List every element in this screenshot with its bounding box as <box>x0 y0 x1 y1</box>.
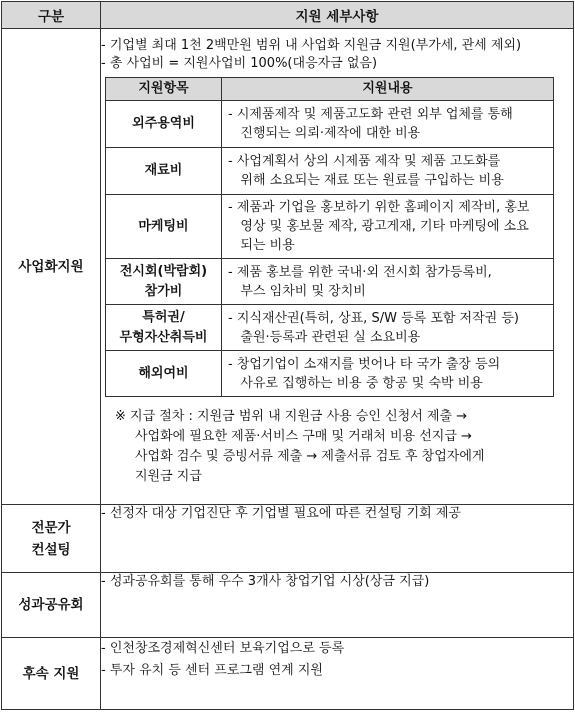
support-item-row <box>106 101 554 148</box>
intro-line: - 총 사업비 = 지원사업비 100%(대응자금 없음) <box>101 56 378 71</box>
commercialization-intro <box>101 29 573 77</box>
support-item-content <box>222 351 554 397</box>
consulting-details <box>101 505 574 573</box>
content-line: - 사업계획서 상의 시제품 제작 및 제품 고도화를 <box>228 154 501 169</box>
item-name-line: 외주용역비 <box>132 116 195 131</box>
note-line: 사업화에 필요한 제품·서비스 구매 및 거래처 비용 선지급 → <box>135 429 472 444</box>
item-name-line: 참가비 <box>144 283 183 299</box>
support-item-name <box>106 195 222 259</box>
note-line: 지원금 지급 <box>135 469 202 484</box>
header-item: 지원항목 <box>106 78 222 101</box>
item-name-line: 전시회(박람회) <box>119 263 208 279</box>
item-name-line: 재료비 <box>144 163 183 178</box>
support-item-row <box>106 305 554 351</box>
table-header-row <box>2 2 574 29</box>
commercialization-category: 사업화지원 <box>2 29 101 505</box>
support-item-row <box>106 195 554 259</box>
support-item-name <box>106 305 222 351</box>
intro-line: - 기업별 최대 1천 2백만원 범위 내 사업화 지원금 지원(부가세, 관세 제외) <box>101 38 522 53</box>
category-line: 컨설팅 <box>31 541 71 558</box>
content-line: 영상 및 홍보물 제작, 광고게재, 기타 마케팅에 소요 <box>228 219 529 234</box>
followup-row <box>2 638 574 710</box>
category-line: 전문가 <box>31 519 71 536</box>
header-details: 지원 세부사항 <box>101 2 574 29</box>
support-item-row <box>106 259 554 305</box>
content-line: - 창업기업이 소재지를 벗어나 타 국가 출장 등의 <box>228 356 501 372</box>
content-line: 위해 소요되는 재료 또는 원료를 구입하는 비용 <box>228 173 504 188</box>
content-line: - 선정자 대상 기업진단 후 기업별 필요에 따른 컨설팅 기회 제공 <box>101 506 461 521</box>
consulting-category <box>2 505 101 573</box>
content-line: - 제품과 기업을 홍보하기 위한 홈페이지 제작비, 홍보 <box>228 200 530 215</box>
content-line: 되는 비용 <box>228 238 295 253</box>
sharing-details <box>101 573 574 638</box>
item-name-line: 무형자산취득비 <box>119 329 208 345</box>
note-line: ※ 지급 절차 : 지원금 범위 내 지원금 사용 승인 신청서 제출 → <box>115 409 468 424</box>
content-line: - 제품 홍보를 위한 국내·외 전시회 참가등록비, <box>228 264 492 280</box>
content-line: - 인천창조경제혁신센터 보육기업으로 등록 <box>101 641 345 656</box>
support-items-header <box>106 78 554 101</box>
sharing-category: 성과공유회 <box>2 573 101 638</box>
support-item-content <box>222 101 554 148</box>
support-item-content <box>222 148 554 195</box>
support-item-name <box>106 259 222 305</box>
item-name-line: 해외여비 <box>138 365 189 381</box>
support-item-content <box>222 259 554 305</box>
commercialization-row <box>2 29 574 505</box>
content-line: - 지식재산권(특허, 상표, S/W 등록 포함 저작권 등) <box>228 310 519 326</box>
content-line: 부스 임차비 및 장치비 <box>228 283 366 299</box>
content-line: 사유로 집행하는 비용 중 항공 및 숙박 비용 <box>228 375 483 391</box>
support-item-name <box>106 101 222 148</box>
item-name-line: 특허권/ <box>142 309 185 325</box>
followup-category: 후속 지원 <box>2 638 101 710</box>
item-name-line: 마케팅비 <box>138 218 189 234</box>
commercialization-details <box>101 29 574 505</box>
note-line: 사업화 검수 및 증빙서류 제출 → 제출서류 검토 후 창업자에게 <box>135 449 485 464</box>
support-item-row <box>106 351 554 397</box>
content-line: 진행되는 의뢰·제작에 대한 비용 <box>228 126 421 141</box>
header-category: 구분 <box>2 2 101 29</box>
sharing-row <box>2 573 574 638</box>
support-items-table <box>105 77 554 397</box>
support-item-row <box>106 148 554 195</box>
content-line: - 시제품제작 및 제품고도화 관련 외부 업체를 통해 <box>228 107 513 122</box>
payment-procedure-note <box>101 397 573 487</box>
support-item-name <box>106 351 222 397</box>
support-details-table-wrapper <box>1 1 573 712</box>
consulting-row <box>2 505 574 573</box>
support-item-content <box>222 305 554 351</box>
support-item-content <box>222 195 554 259</box>
content-line: 출원·등록과 관련된 실 소요비용 <box>228 329 421 345</box>
followup-details <box>101 638 574 710</box>
support-item-name <box>106 148 222 195</box>
content-line: - 성과공유회를 통해 우수 3개사 창업기업 시상(상금 지급) <box>101 574 430 589</box>
content-line: - 투자 유치 등 센터 프로그램 연계 지원 <box>101 663 323 678</box>
header-content: 지원내용 <box>222 78 554 101</box>
support-details-table <box>1 1 574 710</box>
